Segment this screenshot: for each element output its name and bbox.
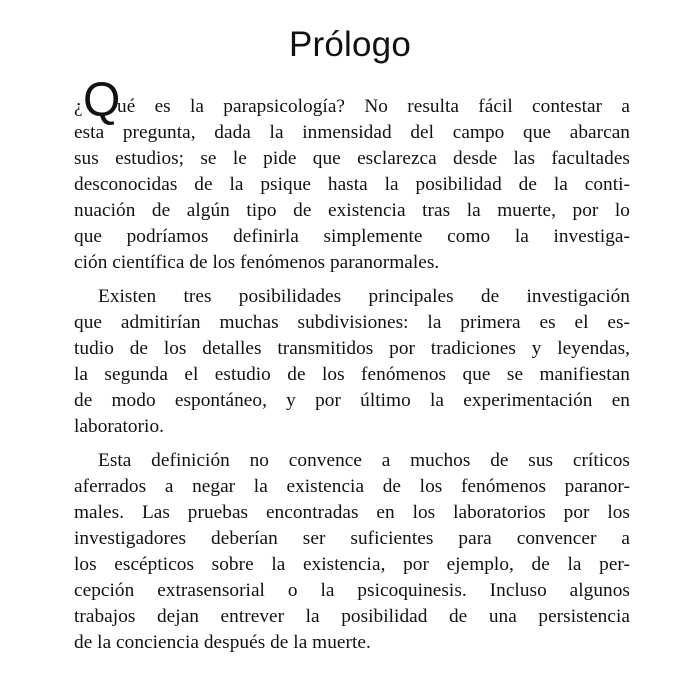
paragraph-1-line-6: que podríamos definirla simplemente como la investiga- [74,226,630,247]
paragraph-3-line-3: males. Las pruebas encontradas en los laboratorios por los [74,502,630,523]
paragraph-gap [74,440,630,448]
paragraph-2-line-5: de modo espontáneo, y por último la experimentación en [74,390,630,411]
paragraph-3-line-4: investigadores deberían ser suficientes para convencer a [74,528,630,549]
paragraph-1-line-3: sus estudios; se le pide que esclarezca desde las facultades [74,148,630,169]
paragraph-2-line-6: laboratorio. [74,416,165,437]
paragraph-1-line-5: nuación de algún tipo de existencia tras la muerte, por lo [74,200,630,221]
paragraph-3-line-8: de la conciencia después de la muerte. [74,632,371,653]
prologue-text [74,74,630,656]
paragraph-1-line-7: ción científica de los fenómenos paranormales. [74,252,440,273]
paragraph-1-line-4: desconocidas de la psique hasta la posibilidad de la conti- [74,174,630,195]
paragraph-1-line-1: ué es la parapsicología? No resulta fácil contestar a [117,96,630,117]
paragraph-3-line-6: cepción extrasensorial o la psicoquinesis. Incluso algunos [74,580,630,601]
inverted-question-mark: ¿ [74,96,83,117]
paragraph-1 [74,74,630,276]
paragraph-1-line-2: esta pregunta, dada la inmensidad del campo que abarcan [74,122,630,143]
paragraph-3-line-2: aferrados a negar la existencia de los fenómenos paranor- [74,476,630,497]
paragraph-2-line-4: la segunda el estudio de los fenómenos que se manifiestan [74,364,630,385]
paragraph-1-first-line [74,74,630,127]
paragraph-3-line-5: los escépticos sobre la existencia, por ejemplo, de la per- [74,554,630,575]
drop-cap-letter: Q [83,74,121,127]
paragraph-3 [74,448,630,656]
page-title: Prólogo [288,25,412,64]
paragraph-2-line-1: Existen tres posibilidades principales de investigación [98,286,630,307]
paragraph-2 [74,284,630,440]
paragraph-gap [74,276,630,284]
paragraph-3-line-1: Esta definición no convence a muchos de sus críticos [98,450,630,471]
paragraph-3-line-7: trabajos dejan entrever la posibilidad de una persistencia [74,606,630,627]
paragraph-2-line-2: que admitirían muchas subdivisiones: la primera es el es- [74,312,630,333]
paragraph-2-line-3: tudio de los detalles transmitidos por tradiciones y leyendas, [74,338,630,359]
